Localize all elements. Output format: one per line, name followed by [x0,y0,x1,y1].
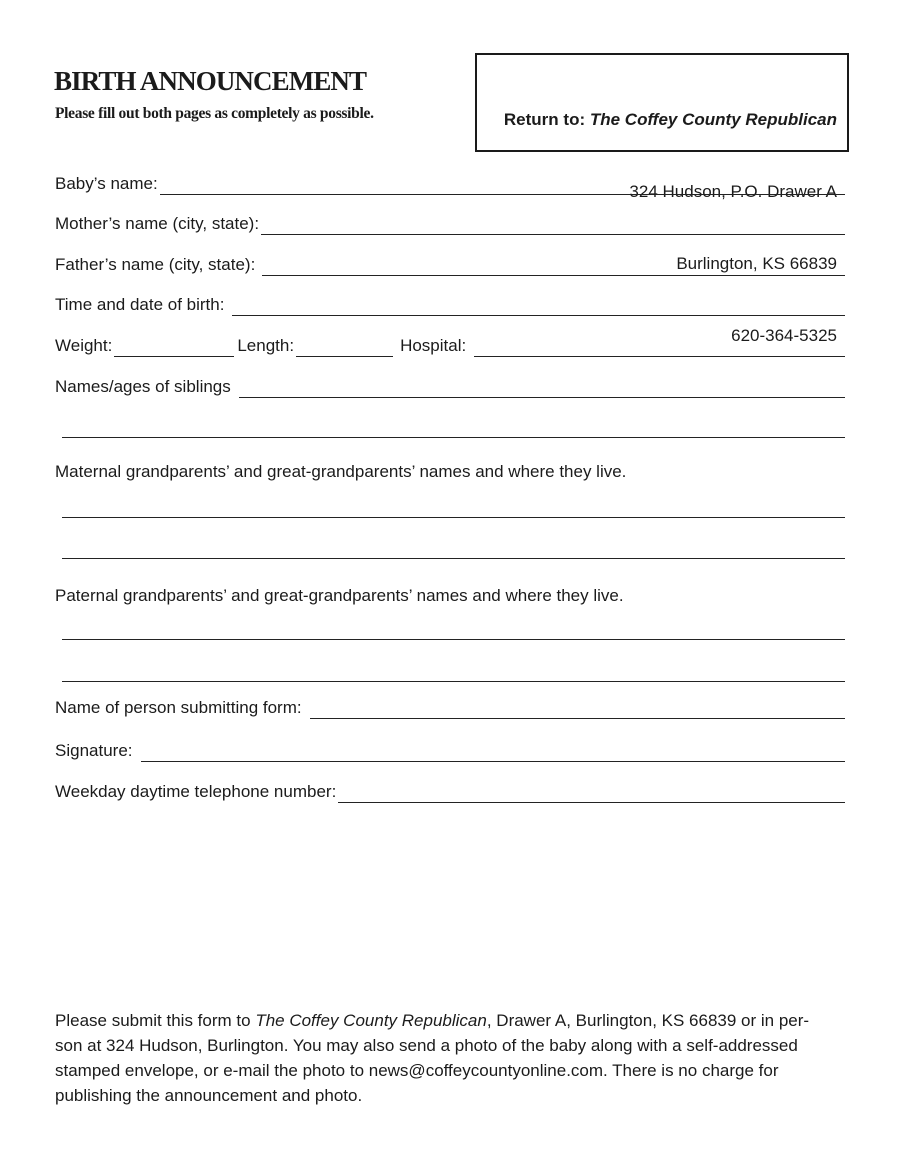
siblings-input-line[interactable] [239,375,845,398]
time-date-of-birth-label: Time and date of birth: [55,295,225,315]
paternal-grandparents-input-line-1[interactable] [62,617,845,640]
maternal-grandparents-line-2-row [55,518,845,559]
maternal-grandparents-heading: Maternal grandparents’ and great-grandparents’ names and where they live. [55,462,627,482]
form-fields [55,154,845,803]
signature-input-line[interactable] [141,739,846,762]
address-line-phone: 620-364-5325 [731,326,837,345]
weight-label: Weight: [55,335,113,355]
instructions-line-2: son at 324 Hudson, Burlington. You may also send a photo of the baby along with a self-addressed [55,1036,798,1055]
form-subtitle: Please fill out both pages as completely as possible. [55,105,374,122]
instructions-line-1-post: , Drawer A, Burlington, KS 66839 or in per- [486,1011,810,1030]
form-row-time-date-of-birth [55,276,845,317]
siblings-label: Names/ages of siblings [55,376,231,396]
length-label: Length: [237,335,295,355]
form-row-signature [55,719,845,762]
instructions-line-1 [55,1008,845,1033]
instructions-line-1-pre: Please submit this form to [55,1011,256,1030]
phone-input-line[interactable] [338,780,845,803]
time-date-of-birth-input-line[interactable] [232,293,845,316]
form-row-fathers-name [55,235,845,276]
weight-input-line[interactable] [114,334,234,357]
form-row-siblings-continued [55,398,845,439]
paternal-grandparents-heading: Paternal grandparents’ and great-grandparents’ names and where they live. [55,586,624,606]
signature-label: Signature: [55,741,133,761]
siblings-extra-input-line[interactable] [62,415,845,438]
form-row-phone [55,762,845,803]
maternal-grandparents-input-line-1[interactable] [62,495,845,518]
instructions-line-4: publishing the announcement and photo. [55,1086,363,1105]
maternal-grandparents-input-line-2[interactable] [62,536,845,559]
publication-name: The Coffey County Republican [589,110,837,129]
fathers-name-label: Father’s name (city, state): [55,254,256,274]
submitter-label: Name of person submitting form: [55,698,302,718]
mothers-name-input-line[interactable] [261,212,845,235]
return-to-line [489,108,837,132]
phone-label: Weekday daytime telephone number: [55,782,337,802]
form-row-submitter [55,682,845,719]
return-to-label: Return to: [503,110,590,129]
submitter-input-line[interactable] [310,696,845,719]
form-row-mothers-name [55,195,845,236]
paternal-grandparents-input-line-2[interactable] [62,659,845,682]
mothers-name-label: Mother’s name (city, state): [55,214,260,234]
paternal-grandparents-line-1-row [55,606,845,640]
submission-instructions [55,1008,845,1108]
fathers-name-input-line[interactable] [262,253,845,276]
return-address-box [475,53,849,345]
form-row-weight-length-hospital [55,316,845,357]
form-row-siblings [55,357,845,398]
maternal-grandparents-heading-row [55,438,845,482]
paternal-grandparents-line-2-row [55,640,845,682]
length-input-line[interactable] [296,334,393,357]
publication-name-inline: The Coffey County Republican [255,1011,487,1030]
paternal-grandparents-heading-row [55,559,845,606]
hospital-label: Hospital: [400,335,467,355]
form-row-babys-name [55,154,845,195]
address-line-city: Burlington, KS 66839 [676,254,837,273]
instructions-line-3: stamped envelope, or e-mail the photo to news@coffeycountyonline.com. There is no charge for [55,1061,779,1080]
hospital-input-line[interactable] [474,334,845,357]
page-title: BIRTH ANNOUNCEMENT [54,66,367,96]
babys-name-label: Baby’s name: [55,173,158,193]
babys-name-input-line[interactable] [160,172,845,195]
address-line-street: 324 Hudson, P.O. Drawer A [629,182,837,201]
maternal-grandparents-line-1-row [55,482,845,518]
